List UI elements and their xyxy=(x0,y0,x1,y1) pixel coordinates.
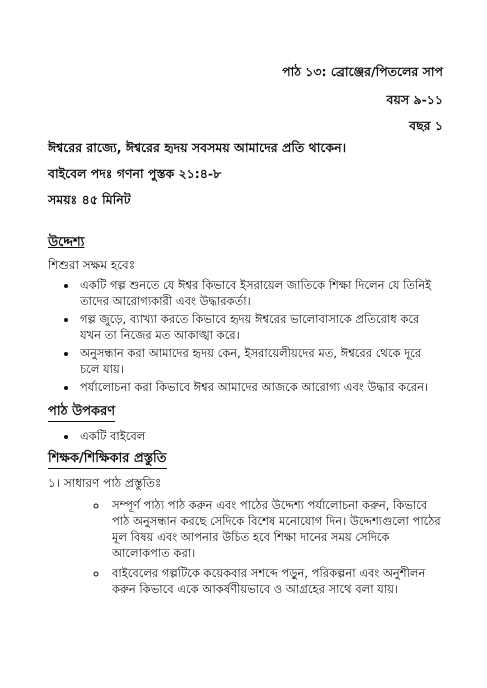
teacher-prep-heading: শিক্ষক/শিক্ষিকার প্রস্তুতি xyxy=(48,450,167,469)
list-item: ◦ সম্পূর্ণ পাঠ্য পাঠ করুন এবং পাঠের উদ্দেশ্য পর্যালোচনা করুন, কিভাবে পাঠ অনুসন্ধান করছে সেদিকে বিশেষ মনোযোগ দিন। উদ্দেশ্যগুলো পাঠের মূল বিষয় এবং আপনার উচিত হবে শিক্ষা দানের সময় সেদিকে আলোকপাত করা। xyxy=(108,497,443,561)
teacher-prep-lead: ১। সাধারণ পাঠ প্রস্তুতিঃ xyxy=(48,476,162,490)
objectives-list xyxy=(48,277,443,395)
list-item: • গল্প জুড়ে, ব্যাখ্যা করতে কিভাবে হৃদয় ঈশ্বরের ভালোবাসাকে প্রতিরোধ করে যখন তা নিজের মত আকাঙ্খা করে। xyxy=(78,311,443,343)
lesson-time: সময়ঃ ৪৫ মিনিট xyxy=(48,192,131,207)
bible-verse: বাইবেল পদঃ গণনা পুস্তক ২১:৪-৮ xyxy=(48,166,222,181)
lesson-title: পাঠ ১৩: ব্রোঞ্জের/পিতলের সাপ xyxy=(282,64,443,79)
list-item: ◦ বাইবেলের গল্পটিকে কয়েকবার সশব্দে পড়ুন, পরিকল্পনা এবং অনুশীলন করুন কিভাবে একে আকর্ষণীয়ভাবে ও আগ্রহের সাথে বলা যায়। xyxy=(108,565,443,597)
teacher-prep-section xyxy=(48,446,443,597)
objectives-lead: শিশুরা সক্ষম হবেঃ xyxy=(48,258,136,272)
teacher-prep-list xyxy=(48,497,443,597)
lesson-theme: ঈশ্বরের রাজ্যে, ঈশ্বরের হৃদয় সবসময় আমাদের প্রতি থাকেন। xyxy=(48,140,347,155)
objectives-section xyxy=(48,234,443,395)
year-label: বছর ১ xyxy=(409,118,443,133)
materials-heading: পাঠ উপকরণ xyxy=(48,403,115,422)
list-item: • একটি গল্প শুনতে যে ঈশ্বর কিভাবে ইসরায়েল জাতিকে শিক্ষা দিলেন যে তিনিই তাদের আরোগ্যকারী এবং উদ্ধারকর্তা। xyxy=(78,277,443,309)
materials-section xyxy=(48,397,443,444)
list-item: • একটি বাইবেল xyxy=(78,428,443,444)
age-range: বয়স ৯-১১ xyxy=(386,92,443,107)
list-item: • পর্যালোচনা করা কিভাবে ঈশ্বর আমাদের আজকে আরোগ্য এবং উদ্ধার করেন। xyxy=(78,379,443,395)
materials-list xyxy=(48,428,443,444)
list-item: • অনুসন্ধান করা আমাদের হৃদয় কেন, ইসরায়েলীয়দের মত, ঈশ্বরের থেকে দূরে চলে যায়। xyxy=(78,345,443,377)
objectives-heading: উদ্দেশ্য xyxy=(48,235,85,250)
